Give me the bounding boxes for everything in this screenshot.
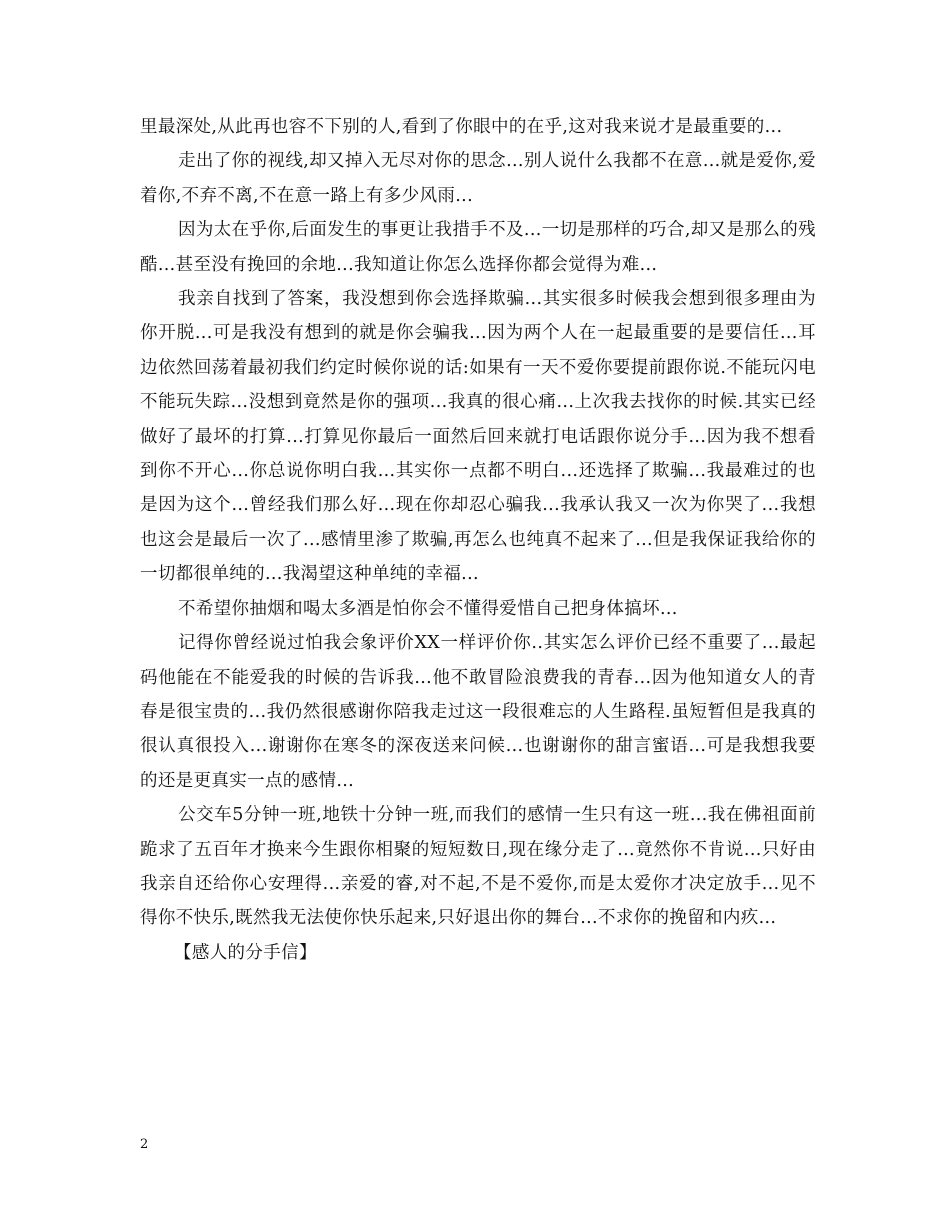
paragraph-5: 不希望你抽烟和喝太多酒是怕你会不懂得爱惜自己把身体搞坏... [178,598,678,619]
paragraph-7: 公交车5分钟一班,地铁十分钟一班,而我们的感情一生只有这一班...我在佛祖面前跪求了五百年才换来今生跟你相聚的短短数日,现在缘分走了...竟然你不肯说...只好由我亲自还给你心安理得...亲爱的睿,对不起,不是不爱你,而是太爱你才决定放手...见不得你不快乐,既然我无法使你快乐起来,只好退出你的舞台...不求你的挽留和内疚... [140,805,816,929]
body-text [140,110,816,970]
paragraph-1: 里最深处,从此再也容不下别的人,看到了你眼中的在乎,这对我来说才是最重要的... [140,117,783,137]
page-number: 2 [140,1137,149,1152]
paragraph-6: 记得你曾经说过怕我会象评价XX一样评价你..其实怎么评价已经不重要了...最起码他能在不能爱我的时候的告诉我...他不敢冒险浪费我的青春...因为他知道女人的青春是很宝贵的...我仍然很感谢你陪我走过这一段很难忘的人生路程.虽短暂但是我真的很认真很投入...谢谢你在寒冬的深夜送来问候...也谢谢你的甜言蜜语...可是我想我要的还是更真实一点的感情... [140,633,816,791]
paragraph-2: 走出了你的视线,却又掉入无尽对你的思念...别人说什么我都不在意...就是爱你,爱着你,不弃不离,不在意一路上有多少风雨... [140,151,816,206]
paragraph-4: 我亲自找到了答案，我没想到你会选择欺骗...其实很多时候我会想到很多理由为你开脱...可是我没有想到的就是你会骗我...因为两个人在一起最重要的是要信任...耳边依然回荡着最初我们约定时候你说的话:如果有一天不爱你要提前跟你说.不能玩闪电不能玩失踪...没想到竟然是你的强项...我真的很心痛...上次我去找你的时候.其实已经做好了最坏的打算...打算见你最后一面然后回来就打电话跟你说分手...因为我不想看到你不开心...你总说你明白我...其实你一点都不明白...还选择了欺骗...我最难过的也是因为这个...曾经我们那么好...现在你却忍心骗我...我承认我又一次为你哭了...我想也这会是最后一次了...感情里渗了欺骗,再怎么也纯真不起来了...但是我保证我给你的一切都很单纯的...我渴望这种单纯的幸福... [140,289,816,585]
section-heading: 【感人的分手信】 [174,942,317,963]
paragraph-3: 因为太在乎你,后面发生的事更让我措手不及...一切是那样的巧合,却又是那么的残酷...甚至没有挽回的余地...我知道让你怎么选择你都会觉得为难... [140,220,816,275]
